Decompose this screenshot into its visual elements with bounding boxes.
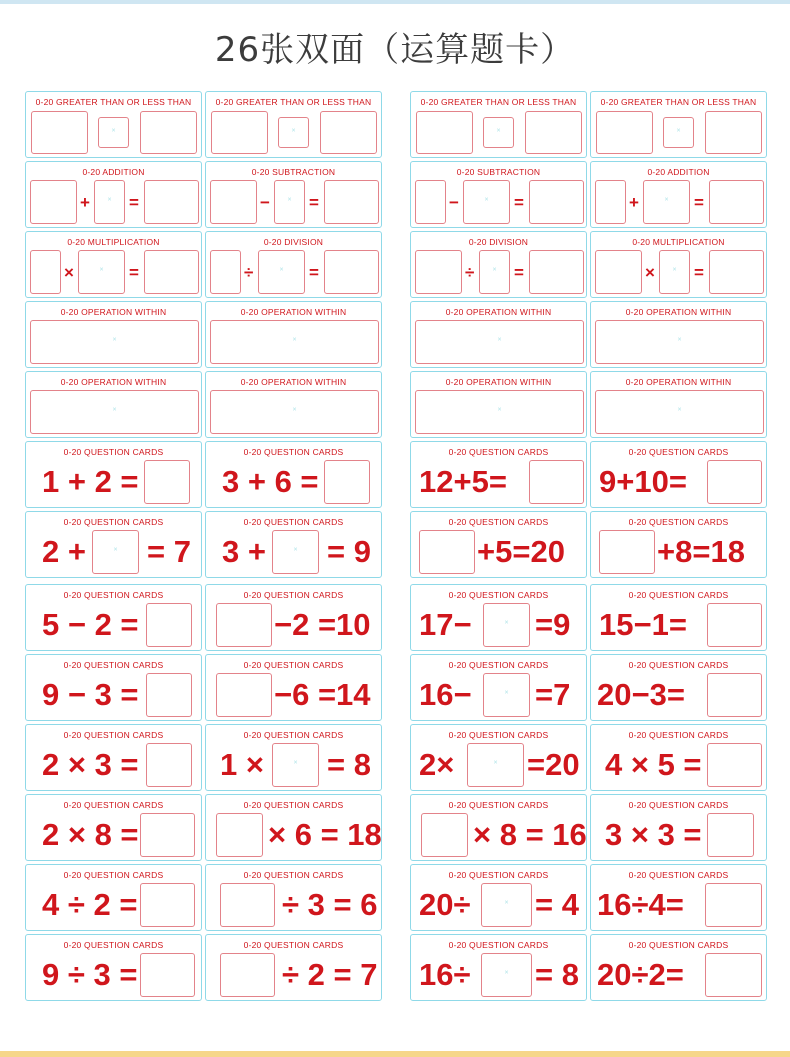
operation-box: × [30, 320, 199, 364]
equals-sign: = [694, 263, 704, 282]
question-card [590, 934, 767, 1001]
number-box: × [463, 180, 510, 224]
question-card [590, 511, 767, 578]
answer-box [324, 460, 370, 504]
question-card [590, 864, 767, 931]
question-card [205, 654, 382, 721]
answer-box [216, 813, 263, 857]
equation-left-text: 17− [419, 607, 472, 642]
answer-box [144, 460, 190, 504]
addition-card [590, 161, 767, 228]
question-card [590, 584, 767, 651]
minus-sign: − [260, 193, 270, 212]
equation-text: ÷ 3 = 6 [282, 887, 378, 922]
symbol-box: × [278, 117, 309, 148]
division-card [205, 231, 382, 298]
number-box: × [78, 250, 125, 294]
number-box: × [479, 250, 510, 294]
answer-box [709, 180, 764, 224]
equation-text: 2 × 3 = [42, 747, 139, 782]
equation-text: 3 × 3 = [605, 817, 702, 852]
answer-box: × [272, 743, 319, 787]
question-card [410, 724, 587, 791]
operation-box: × [210, 320, 379, 364]
card-label: 0-20 QUESTION CARDS [63, 517, 164, 527]
number-box: × [258, 250, 305, 294]
question-card [25, 934, 202, 1001]
equals-sign: = [309, 193, 319, 212]
card-label: 0-20 OPERATION WITHIN [625, 377, 732, 387]
card-label: 0-20 SUBTRACTION [251, 167, 336, 177]
card-label: 0-20 MULTIPLICATION [67, 237, 160, 247]
card-label: 0-20 QUESTION CARDS [63, 660, 164, 670]
answer-box [216, 673, 272, 717]
question-card [410, 654, 587, 721]
question-card [590, 794, 767, 861]
card-label: 0-20 QUESTION CARDS [628, 730, 729, 740]
answer-box: × [481, 953, 532, 997]
subtraction-card [410, 161, 587, 228]
card-label: 0-20 OPERATION WITHIN [60, 307, 167, 317]
answer-box [421, 813, 468, 857]
equation-text: 20−3= [597, 677, 685, 712]
operation-card [590, 371, 767, 438]
card-label: 0-20 QUESTION CARDS [448, 447, 549, 457]
card-label: 0-20 QUESTION CARDS [243, 870, 344, 880]
equation-text: 4 ÷ 2 = [42, 887, 138, 922]
question-card [410, 864, 587, 931]
answer-box: × [483, 603, 530, 647]
equals-sign: = [694, 193, 704, 212]
operation-box: × [415, 390, 584, 434]
operation-card [205, 301, 382, 368]
answer-box [140, 883, 195, 927]
compare-card [25, 91, 202, 158]
card-label: 0-20 OPERATION WITHIN [625, 307, 732, 317]
answer-box [709, 250, 764, 294]
symbol-box: × [663, 117, 694, 148]
answer-box [529, 250, 584, 294]
number-box [595, 250, 642, 294]
minus-sign: − [449, 193, 459, 212]
question-card [25, 441, 202, 508]
answer-box: × [483, 673, 530, 717]
number-box [211, 111, 268, 154]
equation-text: 5 − 2 = [42, 607, 139, 642]
answer-box: × [272, 530, 319, 574]
bottom-accent-bar [0, 1051, 790, 1057]
number-box [595, 180, 626, 224]
equation-text: 20÷2= [597, 957, 684, 992]
equation-text: × 8 = 16 [473, 817, 587, 852]
card-label: 0-20 QUESTION CARDS [628, 940, 729, 950]
answer-box: × [481, 883, 532, 927]
card-label: 0-20 GREATER THAN OR LESS THAN [420, 97, 577, 107]
card-label: 0-20 DIVISION [468, 237, 529, 247]
answer-box [705, 883, 762, 927]
equation-left-text: 20÷ [419, 887, 471, 922]
card-label: 0-20 OPERATION WITHIN [240, 307, 347, 317]
answer-box [707, 743, 762, 787]
equation-text: 9+10= [599, 464, 687, 499]
answer-box [220, 883, 275, 927]
card-label: 0-20 SUBTRACTION [456, 167, 541, 177]
card-label: 0-20 ADDITION [647, 167, 710, 177]
question-card [205, 724, 382, 791]
equation-left-text: 3 + [222, 534, 266, 569]
question-card [25, 794, 202, 861]
card-label: 0-20 QUESTION CARDS [448, 730, 549, 740]
equation-text: 3 + 6 = [222, 464, 319, 499]
question-card [205, 584, 382, 651]
operation-box: × [30, 390, 199, 434]
equals-sign: = [129, 193, 139, 212]
answer-box [146, 673, 192, 717]
operation-card [25, 371, 202, 438]
question-card [25, 654, 202, 721]
card-label: 0-20 QUESTION CARDS [448, 940, 549, 950]
answer-box [324, 250, 379, 294]
question-card [205, 441, 382, 508]
card-label: 0-20 QUESTION CARDS [448, 590, 549, 600]
symbol-box: × [98, 117, 129, 148]
card-label: 0-20 QUESTION CARDS [63, 447, 164, 457]
card-label: 0-20 QUESTION CARDS [628, 870, 729, 880]
card-label: 0-20 QUESTION CARDS [243, 730, 344, 740]
question-card [410, 441, 587, 508]
question-card [25, 511, 202, 578]
answer-box [146, 603, 192, 647]
equation-text: 9 ÷ 3 = [42, 957, 138, 992]
operation-card [590, 301, 767, 368]
multiplication-card [25, 231, 202, 298]
answer-box [707, 673, 762, 717]
answer-box [216, 603, 272, 647]
equation-right-text: =20 [527, 747, 580, 782]
divide-sign: ÷ [244, 263, 254, 282]
answer-box [707, 460, 762, 504]
equation-right-text: = 8 [535, 957, 579, 992]
equation-text: −2 =10 [274, 607, 371, 642]
operation-card [25, 301, 202, 368]
equation-left-text: 2 + [42, 534, 86, 569]
times-sign: × [645, 263, 655, 282]
equals-sign: = [129, 263, 139, 282]
subtraction-card [205, 161, 382, 228]
question-card [410, 794, 587, 861]
card-label: 0-20 OPERATION WITHIN [60, 377, 167, 387]
answer-box: × [467, 743, 524, 787]
card-label: 0-20 QUESTION CARDS [243, 660, 344, 670]
equation-left-text: 16− [419, 677, 472, 712]
card-label: 0-20 QUESTION CARDS [243, 517, 344, 527]
number-box: × [643, 180, 690, 224]
answer-box [324, 180, 379, 224]
card-label: 0-20 QUESTION CARDS [63, 940, 164, 950]
question-card [590, 441, 767, 508]
card-label: 0-20 QUESTION CARDS [448, 660, 549, 670]
multiplication-card [590, 231, 767, 298]
operation-box: × [595, 390, 764, 434]
card-label: 0-20 QUESTION CARDS [63, 870, 164, 880]
equation-text: 12+5= [419, 464, 507, 499]
answer-box [419, 530, 475, 574]
answer-box [529, 460, 584, 504]
card-label: 0-20 MULTIPLICATION [632, 237, 725, 247]
number-box [596, 111, 653, 154]
addition-card [25, 161, 202, 228]
question-card [205, 794, 382, 861]
question-card [205, 934, 382, 1001]
equation-text: 16÷4= [597, 887, 684, 922]
answer-box [529, 180, 584, 224]
equation-text: 2 × 8 = [42, 817, 139, 852]
number-box: × [659, 250, 690, 294]
equation-left-text: 16÷ [419, 957, 471, 992]
number-box [705, 111, 762, 154]
equation-text: +5=20 [477, 534, 565, 569]
divide-sign: ÷ [465, 263, 475, 282]
equation-left-text: 2× [419, 747, 455, 782]
answer-box [220, 953, 275, 997]
plus-sign: + [629, 193, 639, 212]
question-card [590, 724, 767, 791]
number-box [525, 111, 582, 154]
card-label: 0-20 GREATER THAN OR LESS THAN [35, 97, 192, 107]
card-label: 0-20 QUESTION CARDS [63, 730, 164, 740]
page-title: 26张双面（运算题卡） [214, 30, 576, 70]
question-card [410, 584, 587, 651]
card-label: 0-20 QUESTION CARDS [448, 870, 549, 880]
number-box [31, 111, 88, 154]
card-label: 0-20 GREATER THAN OR LESS THAN [600, 97, 757, 107]
equation-text: +8=18 [657, 534, 745, 569]
number-box [415, 250, 462, 294]
plus-sign: + [80, 193, 90, 212]
top-accent-bar [0, 0, 790, 4]
equation-text: 4 × 5 = [605, 747, 702, 782]
number-box [320, 111, 377, 154]
compare-card [590, 91, 767, 158]
number-box [140, 111, 197, 154]
equation-text: 15−1= [599, 607, 687, 642]
card-label: 0-20 QUESTION CARDS [243, 447, 344, 457]
compare-card [410, 91, 587, 158]
number-box: × [274, 180, 305, 224]
question-card [25, 584, 202, 651]
answer-box [140, 953, 195, 997]
left-card-sheet [20, 88, 387, 1006]
card-label: 0-20 OPERATION WITHIN [445, 307, 552, 317]
number-box [210, 250, 241, 294]
card-label: 0-20 QUESTION CARDS [63, 590, 164, 600]
card-label: 0-20 QUESTION CARDS [243, 940, 344, 950]
equals-sign: = [514, 263, 524, 282]
equation-right-text: =9 [535, 607, 571, 642]
card-label: 0-20 QUESTION CARDS [63, 800, 164, 810]
operation-card [410, 301, 587, 368]
question-card [205, 864, 382, 931]
card-label: 0-20 QUESTION CARDS [448, 517, 549, 527]
operation-box: × [595, 320, 764, 364]
answer-box [705, 953, 762, 997]
question-card [590, 654, 767, 721]
right-card-sheet [405, 88, 772, 1006]
answer-box [144, 250, 199, 294]
card-label: 0-20 QUESTION CARDS [628, 590, 729, 600]
answer-box [146, 743, 192, 787]
answer-box: × [92, 530, 139, 574]
number-box [415, 180, 446, 224]
answer-box [707, 813, 754, 857]
equation-text: 9 − 3 = [42, 677, 139, 712]
compare-card [205, 91, 382, 158]
equals-sign: = [309, 263, 319, 282]
equation-right-text: = 7 [147, 534, 191, 569]
operation-box: × [415, 320, 584, 364]
number-box [30, 250, 61, 294]
card-label: 0-20 OPERATION WITHIN [445, 377, 552, 387]
equation-right-text: = 8 [327, 747, 371, 782]
division-card [410, 231, 587, 298]
operation-card [205, 371, 382, 438]
symbol-box: × [483, 117, 514, 148]
card-label: 0-20 ADDITION [82, 167, 145, 177]
card-label: 0-20 QUESTION CARDS [628, 517, 729, 527]
equation-right-text: =7 [535, 677, 571, 712]
equation-right-text: = 9 [327, 534, 371, 569]
equation-right-text: = 4 [535, 887, 579, 922]
number-box [210, 180, 257, 224]
equals-sign: = [514, 193, 524, 212]
number-box [416, 111, 473, 154]
equation-text: −6 =14 [274, 677, 371, 712]
card-label: 0-20 QUESTION CARDS [628, 800, 729, 810]
question-card [410, 511, 587, 578]
card-label: 0-20 QUESTION CARDS [448, 800, 549, 810]
answer-box [144, 180, 199, 224]
question-card [410, 934, 587, 1001]
answer-box [140, 813, 195, 857]
equation-text: ÷ 2 = 7 [282, 957, 378, 992]
card-label: 0-20 DIVISION [263, 237, 324, 247]
equation-text: × 6 = 18 [268, 817, 382, 852]
times-sign: × [64, 263, 74, 282]
question-card [25, 864, 202, 931]
operation-box: × [210, 390, 379, 434]
card-label: 0-20 OPERATION WITHIN [240, 377, 347, 387]
answer-box [599, 530, 655, 574]
equation-left-text: 1 × [220, 747, 264, 782]
answer-box [707, 603, 762, 647]
number-box: × [94, 180, 125, 224]
card-label: 0-20 QUESTION CARDS [243, 590, 344, 600]
operation-card [410, 371, 587, 438]
question-card [205, 511, 382, 578]
card-label: 0-20 QUESTION CARDS [628, 447, 729, 457]
card-label: 0-20 GREATER THAN OR LESS THAN [215, 97, 372, 107]
equation-text: 1 + 2 = [42, 464, 139, 499]
card-label: 0-20 QUESTION CARDS [243, 800, 344, 810]
card-label: 0-20 QUESTION CARDS [628, 660, 729, 670]
question-card [25, 724, 202, 791]
number-box [30, 180, 77, 224]
